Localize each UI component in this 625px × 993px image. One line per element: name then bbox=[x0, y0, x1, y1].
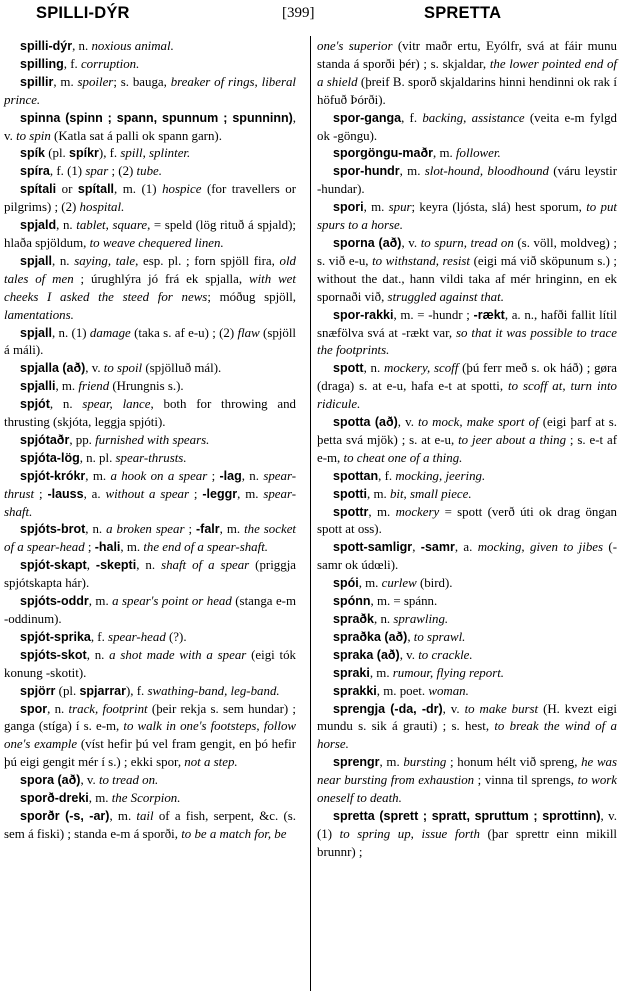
entry-headword: spott-samligr bbox=[333, 540, 413, 555]
entry-text: (spjölluð mál). bbox=[142, 361, 222, 376]
entry-headword: spor-rakki bbox=[333, 307, 394, 322]
entry-headword: spotta (að) bbox=[333, 415, 398, 430]
entry-gloss: to scoff at, turn into ridicule. bbox=[317, 379, 617, 412]
entry-text: , both for throwing and thrusting (skjóta, leggja spjóti). bbox=[4, 397, 296, 430]
dictionary-entry bbox=[317, 575, 617, 593]
page-header bbox=[0, 4, 625, 30]
entry-text: , a. bbox=[454, 540, 478, 555]
entry-headword: sporðr (-s, -ar) bbox=[20, 808, 110, 823]
dictionary-entry bbox=[317, 145, 617, 163]
entry-text: , n. pl. bbox=[79, 450, 116, 465]
entry-gloss: slot-hound, bloodhound bbox=[424, 164, 549, 179]
entry-text: , v. bbox=[80, 773, 99, 788]
entry-text: (eigi þarf at s. þetta svá mjök) ; s. at e-u, bbox=[317, 415, 617, 447]
dictionary-entry bbox=[4, 74, 296, 110]
entry-text: (vitr maðr ertu, Eyólfr, svá at fáir munu standa á sporði þér) ; s. skjaldar, bbox=[317, 39, 618, 71]
entry-gloss: mockery, scoff bbox=[384, 361, 459, 376]
dictionary-entry bbox=[317, 539, 617, 575]
dictionary-entry bbox=[317, 307, 617, 361]
entry-gloss: so that it was possible to trace the footprints. bbox=[317, 325, 617, 358]
entry-gloss: without a spear bbox=[105, 486, 190, 501]
entry-text: ; bbox=[207, 468, 220, 483]
entry-text: , v. bbox=[399, 647, 419, 662]
entry-headword: spjót-krókr bbox=[20, 468, 86, 483]
entry-gloss: spear-thrusts. bbox=[115, 450, 187, 465]
entry-gloss: not a step. bbox=[184, 755, 238, 770]
entry-text: (bird). bbox=[416, 576, 453, 591]
entry-text: , a. bbox=[83, 486, 106, 501]
entry-text: , v. bbox=[397, 415, 419, 430]
entry-text: , m. = -hundr ; bbox=[393, 307, 474, 322]
entry-gloss: spill, splinter. bbox=[120, 146, 191, 161]
entry-gloss: mockery bbox=[395, 504, 440, 519]
dictionary-entry bbox=[4, 772, 296, 790]
entry-text: , pp. bbox=[69, 432, 96, 447]
entry-headword: -hali bbox=[94, 540, 121, 555]
entry-gloss: to sprawl. bbox=[413, 629, 466, 644]
entry-text: , n. bbox=[363, 361, 385, 376]
entry-headword: spói bbox=[333, 576, 359, 591]
dictionary-entry bbox=[4, 647, 296, 683]
entry-headword: spjall bbox=[20, 253, 52, 268]
dictionary-entry bbox=[4, 683, 296, 701]
entry-text: , m. bbox=[53, 74, 78, 89]
entry-text: = spott (verð úti ok drag öngan spott at oss). bbox=[317, 504, 617, 537]
entry-gloss: to work oneself to death. bbox=[317, 773, 618, 806]
entry-headword: -samr bbox=[420, 540, 455, 555]
dictionary-entry bbox=[317, 199, 617, 235]
entry-text: (víst hefir þú vel fram gengit, en þó hefir þú eigi gengit mér í s.) ; ekki spor, bbox=[4, 737, 296, 770]
entry-text: (s. völl, moldveg) ; s. við e-u, bbox=[317, 235, 617, 268]
dictionary-entry bbox=[4, 325, 296, 361]
entry-text: , m. = spánn. bbox=[370, 594, 438, 609]
dictionary-entry bbox=[4, 450, 296, 468]
entry-headword: spjörr bbox=[20, 683, 56, 698]
entry-headword: spjóts-oddr bbox=[20, 594, 89, 609]
entry-headword: sporð-dreki bbox=[20, 791, 89, 806]
entry-text: , m. bbox=[367, 486, 390, 501]
entry-headword: -skepti bbox=[95, 558, 137, 573]
entry-headword: spíkr bbox=[69, 146, 99, 161]
column-divider bbox=[310, 36, 311, 991]
entry-text: , m. bbox=[88, 791, 112, 806]
entry-gloss: corruption. bbox=[80, 56, 140, 71]
entry-text: (Katla sat á palli ok spann garn). bbox=[50, 128, 222, 143]
entry-gloss: hospital. bbox=[79, 200, 125, 215]
dictionary-entry bbox=[317, 647, 617, 665]
entry-gloss: hospice bbox=[162, 182, 202, 197]
dictionary-entry bbox=[317, 163, 617, 199]
entry-headword: -rækt bbox=[473, 307, 505, 322]
entry-gloss: the lower pointed end of a shield bbox=[317, 56, 617, 89]
entry-gloss: a spear's point or head bbox=[112, 594, 232, 609]
entry-text: ; bbox=[189, 486, 203, 501]
entry-text: ; s. e-t af e-m, bbox=[317, 432, 618, 465]
entry-headword: spónn bbox=[333, 594, 371, 609]
entry-gloss: furnished with spears. bbox=[95, 432, 210, 447]
dictionary-entry bbox=[317, 468, 617, 486]
entry-text: , n. bbox=[56, 218, 77, 233]
entry-headword: spilling bbox=[20, 56, 64, 71]
entry-headword: -leggr bbox=[202, 486, 238, 501]
entry-headword: spjall bbox=[20, 325, 52, 340]
entry-gloss: tablet, square bbox=[76, 218, 148, 233]
entry-text: , n. bbox=[85, 522, 107, 537]
entry-gloss: rumour, flying report. bbox=[392, 665, 505, 680]
entry-headword: spilli-dýr bbox=[20, 39, 73, 53]
entry-text: , n. bbox=[86, 647, 110, 662]
entry-headword: spjót bbox=[20, 397, 50, 412]
entry-gloss: damage bbox=[89, 325, 131, 340]
entry-text: , n. bbox=[49, 397, 83, 412]
entry-text: (þú ferr með s. ok háð) ; gøra (draga) s. at e-u, hafa e-t at spotti, bbox=[317, 361, 618, 394]
entry-headword: -lauss bbox=[47, 486, 84, 501]
entry-headword: spott bbox=[333, 361, 364, 376]
dictionary-entry bbox=[317, 629, 617, 647]
entry-gloss: to mock, make sport of bbox=[418, 415, 539, 430]
running-head-right: SPRETTA bbox=[424, 4, 502, 22]
entry-headword: sprakki bbox=[333, 683, 377, 698]
dictionary-entry bbox=[4, 808, 296, 844]
entry-gloss: breaker of rings, liberal prince. bbox=[4, 74, 296, 107]
entry-gloss: spar bbox=[85, 164, 109, 179]
entry-gloss: spur bbox=[388, 200, 412, 215]
entry-headword: spjalla (að) bbox=[20, 361, 86, 376]
entry-gloss: mocking, given to jibes bbox=[477, 540, 604, 555]
entry-headword: spora (að) bbox=[20, 773, 81, 788]
entry-text: (for travellers or pilgrims) ; (2) bbox=[4, 182, 297, 215]
entry-gloss: a hook on a spear bbox=[110, 468, 208, 483]
entry-gloss: sprawling. bbox=[393, 612, 449, 626]
entry-headword: sporgöngu-maðr bbox=[333, 146, 433, 161]
dictionary-entry bbox=[317, 110, 617, 146]
entry-gloss: to break the wind of a horse. bbox=[317, 719, 618, 752]
entry-text: , m. (1) bbox=[114, 182, 163, 197]
entry-text: , f. bbox=[378, 468, 396, 483]
entry-text: , v. bbox=[401, 235, 421, 250]
entry-text: , v. bbox=[4, 110, 296, 143]
entry-gloss: the socket of a spear-head bbox=[4, 522, 296, 555]
entry-text: (stanga e-m -oddinum). bbox=[4, 594, 296, 626]
entry-text: , esp. pl. ; forn spjöll fira, bbox=[135, 253, 280, 268]
entry-text: , f. (1) bbox=[49, 164, 86, 179]
entry-headword: sporna (að) bbox=[333, 235, 402, 250]
dictionary-entry bbox=[4, 145, 296, 163]
entry-gloss: shaft of a spear bbox=[161, 558, 250, 573]
entry-headword: spori bbox=[333, 200, 364, 215]
dictionary-entry bbox=[317, 486, 617, 504]
entry-gloss: noxious animal. bbox=[91, 39, 174, 53]
entry-gloss: he was near bursting from exhaustion bbox=[317, 755, 617, 788]
entry-headword: spretta (sprett ; spratt, spruttum ; sprottinn) bbox=[333, 808, 601, 823]
entry-gloss: spear-thrust bbox=[4, 468, 296, 501]
entry-headword: spíra bbox=[20, 164, 50, 179]
entry-text: , n. bbox=[51, 253, 75, 268]
entry-headword: spraðka (að) bbox=[333, 629, 408, 644]
entry-headword: spík bbox=[20, 146, 46, 161]
dictionary-entry bbox=[317, 808, 617, 862]
entry-text: , n. bbox=[136, 558, 162, 573]
running-head-left: SPILLI-DÝR bbox=[36, 4, 130, 22]
dictionary-entry bbox=[317, 414, 617, 468]
dictionary-entry bbox=[4, 253, 296, 325]
entry-headword: spillir bbox=[20, 74, 54, 89]
entry-text: , f. bbox=[90, 629, 109, 644]
entry-text: ; vinna til sprengs, bbox=[474, 773, 578, 788]
dictionary-entry bbox=[317, 38, 617, 110]
entry-text: (þeir rekja s. sem hundar) ; ganga (stíga) í s. e-m, bbox=[4, 701, 297, 734]
entry-text: , m. bbox=[369, 665, 393, 680]
entry-text: ; bbox=[184, 522, 197, 537]
entry-text: or bbox=[56, 182, 78, 197]
dictionary-entry bbox=[4, 110, 296, 146]
entry-headword: spjót-sprika bbox=[20, 629, 91, 644]
entry-text: ), f. bbox=[98, 146, 121, 161]
entry-text: (taka s. af e-u) ; (2) bbox=[130, 325, 238, 340]
entry-headword: spjóts-skot bbox=[20, 647, 87, 662]
entry-gloss: bit, small piece. bbox=[389, 486, 472, 501]
entry-gloss: to put spurs to a horse. bbox=[317, 200, 617, 233]
entry-gloss: swathing-band, leg-band. bbox=[147, 683, 280, 698]
entry-text: ; bbox=[34, 486, 48, 501]
entry-headword: spraki bbox=[333, 665, 370, 680]
entry-text: , m. bbox=[109, 808, 137, 823]
entry-text: (pl. bbox=[45, 146, 70, 161]
entry-gloss: to be a match for, be bbox=[181, 826, 287, 841]
entry-text: , m. bbox=[88, 594, 113, 609]
entry-text: , m. bbox=[219, 522, 245, 537]
entry-text: , bbox=[86, 558, 96, 573]
entry-gloss: to spin bbox=[16, 128, 51, 143]
entry-headword: spraka (að) bbox=[333, 647, 400, 662]
dictionary-entry bbox=[317, 683, 617, 701]
entry-headword: spítall bbox=[77, 182, 115, 197]
right-column bbox=[317, 38, 617, 862]
entry-gloss: to cheat one of a thing. bbox=[343, 450, 463, 465]
entry-gloss: spear-head bbox=[108, 629, 166, 644]
entry-text: , m. bbox=[363, 200, 389, 215]
entry-gloss: bursting bbox=[403, 755, 447, 770]
page-number: [399] bbox=[282, 5, 315, 21]
dictionary-entry bbox=[4, 56, 296, 74]
dictionary-entry bbox=[4, 396, 296, 432]
entry-gloss: the end of a spear-shaft. bbox=[143, 540, 269, 555]
entry-text: (-samr ok údœli). bbox=[317, 540, 617, 573]
entry-headword: spjóta-lög bbox=[20, 450, 80, 465]
dictionary-entry bbox=[4, 217, 296, 253]
entry-gloss: saying, tale bbox=[74, 253, 136, 268]
entry-text: , m. bbox=[368, 504, 396, 519]
entry-gloss: mocking, jeering. bbox=[395, 468, 486, 483]
entry-text: , m. bbox=[55, 379, 79, 394]
entry-gloss: flaw bbox=[237, 325, 260, 340]
dictionary-entry bbox=[317, 611, 617, 629]
entry-gloss: friend bbox=[78, 379, 110, 394]
entry-text: of a fish, serpent, &c. (s. sem á fiski) ; standa e-m á sporði, bbox=[4, 808, 296, 841]
entry-gloss: track, footprint bbox=[68, 701, 148, 716]
entry-text: (priggja spjótskapta hár). bbox=[4, 558, 296, 591]
entry-text: ; (2) bbox=[108, 164, 137, 179]
entry-text: , n. bbox=[72, 39, 92, 53]
entry-headword: spor-hundr bbox=[333, 164, 400, 179]
entry-text: , m. bbox=[237, 486, 264, 501]
entry-gloss: to make burst bbox=[464, 701, 539, 716]
dictionary-entry bbox=[317, 360, 617, 414]
entry-headword: spottr bbox=[333, 504, 369, 519]
entry-gloss: struggled against that. bbox=[387, 289, 504, 304]
entry-headword: -falr bbox=[196, 522, 220, 537]
entry-text: , n. (1) bbox=[51, 325, 90, 340]
entry-gloss: old tales of men bbox=[4, 253, 297, 286]
entry-gloss: to crackle. bbox=[418, 647, 473, 662]
entry-text: (eigi má við sköpunum s.) ; without the dat., hann vildi taka af mér hringinn, en ek spornaði við, bbox=[317, 253, 617, 304]
entry-text: (?). bbox=[165, 629, 187, 644]
dictionary-entry bbox=[317, 701, 617, 755]
entry-text: ; úrughlýra jó frá ek spjalla, bbox=[73, 271, 249, 286]
entry-headword: spor bbox=[20, 701, 48, 716]
entry-text: , bbox=[407, 629, 414, 644]
entry-gloss: curlew bbox=[381, 576, 417, 591]
entry-text: (þar sprettr einn mikill brunnr) ; bbox=[317, 826, 617, 859]
entry-headword: spítali bbox=[20, 182, 57, 197]
entry-headword: spjót-skapt bbox=[20, 558, 87, 573]
entry-headword: spjald bbox=[20, 218, 57, 233]
entry-gloss: spoiler bbox=[77, 74, 114, 89]
entry-headword: spotti bbox=[333, 486, 368, 501]
entry-text: , m. bbox=[399, 164, 425, 179]
dictionary-entry bbox=[4, 521, 296, 557]
entry-gloss: to spoil bbox=[103, 361, 143, 376]
entry-text: (H. kvezt eigi mundu s. sik á grauti) ; s. hest, bbox=[317, 701, 617, 734]
dictionary-entry bbox=[4, 432, 296, 450]
dictionary-entry bbox=[4, 557, 296, 593]
entry-text: , m. bbox=[379, 755, 404, 770]
entry-gloss: lamentations. bbox=[4, 307, 74, 322]
entry-gloss: spear, lance bbox=[82, 397, 151, 412]
entry-text: ; móðug spjöll, bbox=[207, 289, 296, 304]
dictionary-entry bbox=[317, 235, 617, 307]
dictionary-entry bbox=[4, 593, 296, 629]
entry-gloss: the Scorpion. bbox=[111, 791, 181, 806]
entry-text: , = speld (lög rituð á spjald); hlaða spjöldum, bbox=[4, 218, 296, 250]
dictionary-entry bbox=[4, 360, 296, 378]
entry-gloss: backing, assistance bbox=[422, 110, 525, 125]
dictionary-entry bbox=[4, 629, 296, 647]
entry-text: , n. bbox=[241, 468, 264, 483]
dictionary-entry bbox=[4, 701, 296, 773]
entry-text: (spjöll á máli). bbox=[4, 325, 297, 358]
entry-text: , n. bbox=[47, 701, 69, 716]
entry-text: (eigi tók konung -skotit). bbox=[4, 647, 296, 680]
entry-gloss: to tread on. bbox=[98, 773, 159, 788]
entry-gloss: spear-shaft. bbox=[4, 486, 297, 519]
entry-text: (þreif B. sporð skjaldarins hinni hendinni ok rak í höfuð Þórði). bbox=[317, 74, 617, 107]
entry-text: , m. bbox=[433, 146, 456, 161]
entry-headword: spinna (spinn ; spann, spunnum ; spunninn) bbox=[20, 110, 293, 125]
dictionary-entry bbox=[317, 665, 617, 683]
entry-text: , a. n., hafði fallit lítil snæfölva svá at -rækt var, bbox=[317, 307, 617, 340]
entry-text: , m. bbox=[85, 468, 111, 483]
entry-text: , f. bbox=[401, 110, 423, 125]
entry-gloss: woman. bbox=[428, 683, 469, 698]
dictionary-entry bbox=[4, 378, 296, 396]
dictionary-entry bbox=[4, 181, 296, 217]
entry-gloss: a shot made with a spear bbox=[109, 647, 247, 662]
entry-gloss: to walk in one's footsteps, follow one's example bbox=[4, 719, 296, 752]
entry-text: (pl. bbox=[55, 683, 80, 698]
entry-gloss: tube. bbox=[136, 164, 162, 179]
entry-gloss: to spurn, tread on bbox=[420, 235, 514, 250]
dictionary-entry bbox=[4, 38, 296, 56]
entry-gloss: to withstand, resist bbox=[372, 253, 471, 268]
entry-gloss: a broken spear bbox=[106, 522, 185, 537]
entry-headword: -lag bbox=[219, 468, 242, 483]
entry-headword: spjóts-brot bbox=[20, 522, 86, 537]
dictionary-entry bbox=[4, 163, 296, 181]
entry-gloss: with wet cheeks I asked the steed for news bbox=[4, 271, 296, 304]
entry-text: (veita e-m fylgd ok -göngu). bbox=[317, 110, 618, 143]
entry-headword: sprengr bbox=[333, 755, 380, 770]
entry-text: ), f. bbox=[126, 683, 148, 698]
entry-text: , n. bbox=[374, 612, 394, 626]
dictionary-entry bbox=[317, 504, 617, 540]
dictionary-entry bbox=[4, 790, 296, 808]
dictionary-entry bbox=[317, 754, 617, 808]
entry-headword: spor-ganga bbox=[333, 110, 402, 125]
entry-text: ; s. bauga, bbox=[113, 74, 171, 89]
dictionary-entry bbox=[317, 593, 617, 611]
dictionary-entry bbox=[4, 468, 296, 522]
entry-text: , m. poet. bbox=[376, 683, 429, 698]
entry-gloss: to spring up, issue forth bbox=[339, 826, 480, 841]
entry-text: , v. (1) bbox=[317, 808, 617, 841]
entry-headword: spjarrar bbox=[79, 683, 126, 698]
entry-headword: sprengja (-da, -dr) bbox=[333, 701, 443, 716]
entry-text: ; bbox=[84, 540, 95, 555]
entry-gloss: one's superior bbox=[317, 39, 393, 53]
entry-gloss: to jeer about a thing bbox=[458, 432, 567, 447]
entry-text: (Hrungnis s.). bbox=[109, 379, 184, 394]
entry-text: , m. bbox=[120, 540, 144, 555]
entry-gloss: tail bbox=[136, 808, 154, 823]
entry-headword: spjótaðr bbox=[20, 432, 70, 447]
entry-text: , f. bbox=[63, 56, 81, 71]
entry-headword: spjalli bbox=[20, 379, 56, 394]
entry-text: , v. bbox=[85, 361, 104, 376]
entry-text: (váru leystir -hundar). bbox=[317, 164, 617, 197]
entry-text: ; honum hélt við spreng, bbox=[446, 755, 582, 770]
entry-text: ; keyra (ljósta, slá) hest sporum, bbox=[411, 200, 587, 215]
left-column bbox=[4, 38, 296, 844]
entry-headword: spraðk bbox=[333, 612, 374, 626]
entry-gloss: to weave chequered linen. bbox=[89, 235, 224, 250]
entry-text: , v. bbox=[442, 701, 465, 716]
entry-headword: spottan bbox=[333, 468, 379, 483]
entry-text: , m. bbox=[358, 576, 382, 591]
entry-gloss: follower. bbox=[455, 146, 501, 161]
entry-text: , bbox=[412, 540, 421, 555]
